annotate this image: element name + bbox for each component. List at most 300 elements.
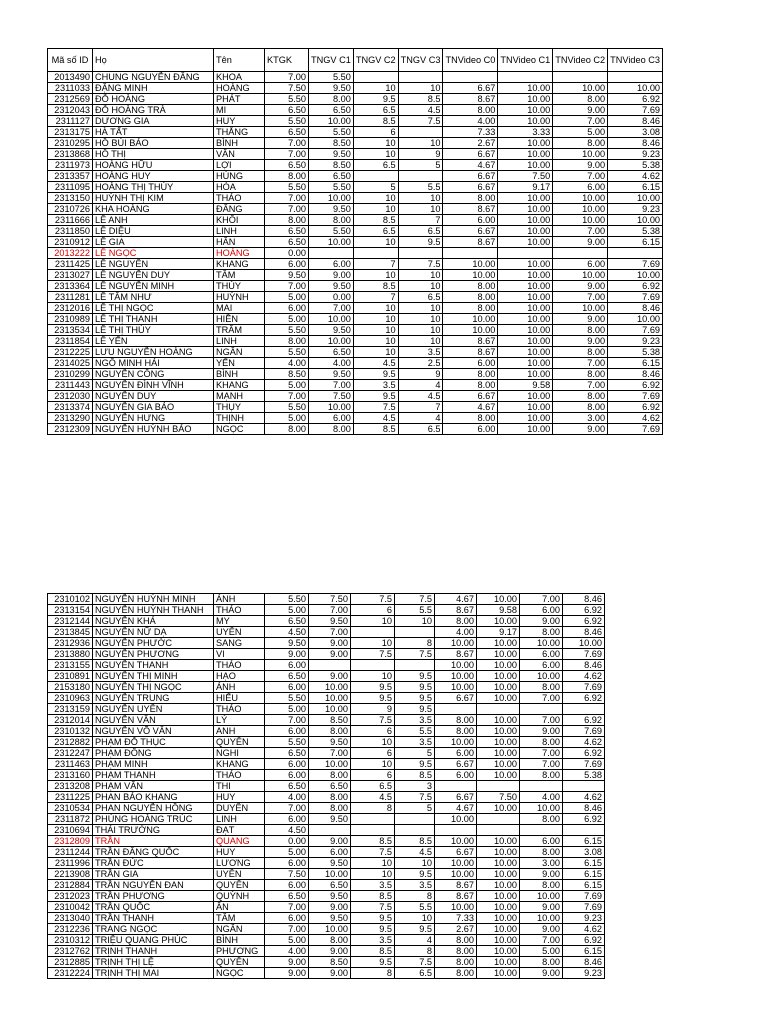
cell-ten: MAI	[214, 303, 265, 314]
table-row	[48, 737, 605, 748]
cell-ten: LƯƠNG	[214, 858, 265, 869]
cell-tnvideo-c2: 9.00	[520, 968, 563, 979]
cell-tnvideo-c3: 6.15	[608, 358, 663, 369]
cell-id: 2311244	[48, 847, 93, 858]
table-row	[48, 402, 663, 413]
cell-tnvideo-c2: 9.00	[520, 616, 563, 627]
cell-ktgk: 5.00	[265, 605, 309, 616]
cell-tngv-c3: 5.5	[395, 605, 435, 616]
cell-tngv-c1: 10.00	[309, 759, 351, 770]
cell-tngv-c3	[395, 825, 435, 836]
cell-tngv-c2: 10	[353, 270, 398, 281]
cell-id: 2310102	[48, 594, 93, 605]
cell-tnvideo-c3: 8.46	[608, 116, 663, 127]
cell-tngv-c1: 10.00	[309, 704, 351, 715]
cell-id: 2313290	[48, 413, 93, 424]
cell-ktgk: 9.00	[265, 968, 309, 979]
cell-tnvideo-c1: 10.00	[498, 204, 553, 215]
cell-tngv-c2: 6.5	[353, 160, 398, 171]
cell-ho: TRỊNH THỊ LỆ	[93, 957, 214, 968]
cell-tngv-c3: 10	[395, 913, 435, 924]
table-row	[48, 616, 605, 627]
cell-ten: HUY	[214, 792, 265, 803]
cell-ktgk: 5.50	[265, 182, 309, 193]
cell-tnvideo-c2: 5.00	[520, 946, 563, 957]
cell-tngv-c1: 6.50	[309, 347, 354, 358]
cell-ktgk: 8.00	[265, 215, 309, 226]
cell-tnvideo-c1: 10.00	[498, 314, 553, 325]
cell-ten: KHANG	[214, 759, 265, 770]
cell-tngv-c3: 9.5	[395, 671, 435, 682]
cell-tnvideo-c0: 4.00	[435, 627, 477, 638]
cell-tnvideo-c2: 9.00	[553, 424, 608, 435]
cell-ktgk: 6.00	[265, 880, 309, 891]
cell-tnvideo-c3: 9.23	[608, 336, 663, 347]
cell-tnvideo-c1: 10.00	[498, 116, 553, 127]
cell-tnvideo-c2: 7.00	[520, 693, 563, 704]
cell-tngv-c1: 10.00	[309, 237, 354, 248]
cell-id: 2313845	[48, 627, 93, 638]
cell-tnvideo-c0: 10.00	[435, 814, 477, 825]
cell-tngv-c2: 10	[351, 616, 395, 627]
cell-id: 2312247	[48, 748, 93, 759]
cell-ten: ÂN	[214, 902, 265, 913]
cell-tngv-c2: 10	[351, 759, 395, 770]
cell-tngv-c2: 5	[353, 182, 398, 193]
cell-tnvideo-c1: 10.00	[477, 902, 520, 913]
cell-id: 2310726	[48, 204, 93, 215]
cell-ten: NGỌC	[214, 424, 265, 435]
cell-tnvideo-c1: 10.00	[477, 957, 520, 968]
cell-tnvideo-c1	[477, 814, 520, 825]
cell-tnvideo-c2: 8.00	[553, 325, 608, 336]
cell-tngv-c2: 7.5	[353, 402, 398, 413]
cell-ten: LÝ	[214, 715, 265, 726]
cell-ten: TÂM	[214, 270, 265, 281]
cell-tnvideo-c2: 8.00	[520, 957, 563, 968]
cell-ho: CHUNG NGUYỄN ĐĂNG	[93, 72, 214, 83]
cell-tngv-c2: 4.5	[353, 413, 398, 424]
cell-tnvideo-c0: 8.00	[435, 726, 477, 737]
grade-table-top	[47, 48, 663, 435]
cell-tngv-c1: 10.00	[309, 336, 354, 347]
cell-tnvideo-c0: 6.67	[443, 391, 498, 402]
cell-ktgk: 5.50	[265, 693, 309, 704]
cell-id: 2013490	[48, 72, 93, 83]
table-row	[48, 303, 663, 314]
cell-tnvideo-c2: 8.00	[520, 627, 563, 638]
cell-ho: NGUYỄN CÔNG	[93, 369, 214, 380]
col-header-id: Mã số ID	[48, 49, 93, 72]
cell-tngv-c2	[351, 660, 395, 671]
cell-tnvideo-c1: 10.00	[477, 836, 520, 847]
cell-tngv-c2: 6.5	[351, 781, 395, 792]
table-row	[48, 748, 605, 759]
cell-tnvideo-c0: 4.67	[443, 402, 498, 413]
cell-ten: THỊNH	[214, 413, 265, 424]
cell-tnvideo-c0: 8.67	[443, 347, 498, 358]
cell-tnvideo-c0: 4.00	[443, 116, 498, 127]
cell-tnvideo-c3: 6.15	[563, 836, 605, 847]
cell-tnvideo-c0: 6.67	[435, 792, 477, 803]
cell-tngv-c1: 8.50	[309, 138, 354, 149]
cell-ten: PHÁT	[214, 94, 265, 105]
cell-tnvideo-c3: 6.92	[563, 814, 605, 825]
cell-tnvideo-c1: 10.00	[498, 83, 553, 94]
cell-id: 2311281	[48, 292, 93, 303]
cell-tngv-c2: 10	[353, 303, 398, 314]
cell-ho: LÊ TÂM NHƯ	[93, 292, 214, 303]
table-row	[48, 704, 605, 715]
cell-ktgk: 6.00	[265, 682, 309, 693]
cell-tnvideo-c3: 6.15	[563, 858, 605, 869]
cell-ten: THẮNG	[214, 127, 265, 138]
cell-tnvideo-c0: 2.67	[435, 924, 477, 935]
cell-ho: TRẦN ĐỨC	[93, 858, 214, 869]
cell-tnvideo-c0: 4.67	[435, 803, 477, 814]
cell-tngv-c2: 6.5	[353, 105, 398, 116]
cell-tnvideo-c3: 4.62	[608, 413, 663, 424]
cell-ten: HOÀNG	[214, 83, 265, 94]
cell-tngv-c3: 6.5	[395, 968, 435, 979]
cell-tnvideo-c2: 7.00	[553, 171, 608, 182]
cell-tnvideo-c0: 10.00	[435, 902, 477, 913]
cell-tnvideo-c0: 8.67	[443, 94, 498, 105]
cell-tngv-c2: 8.5	[351, 836, 395, 847]
cell-ho: NGUYỄN VĂN	[93, 715, 214, 726]
cell-tngv-c3: 5.5	[398, 182, 443, 193]
cell-tnvideo-c2: 6.00	[553, 259, 608, 270]
cell-ktgk: 7.00	[265, 715, 309, 726]
cell-tnvideo-c0: 8.00	[435, 957, 477, 968]
table-row	[48, 649, 605, 660]
cell-ten: THÙY	[214, 281, 265, 292]
cell-tngv-c3: 2.5	[398, 358, 443, 369]
col-header-tngv-c2: TNGV C2	[353, 49, 398, 72]
cell-id: 2310963	[48, 693, 93, 704]
cell-ho: LÊ NGUYỄN DUY	[93, 270, 214, 281]
cell-tnvideo-c1: 10.00	[477, 693, 520, 704]
cell-ktgk: 6.00	[265, 303, 309, 314]
cell-id: 2311425	[48, 259, 93, 270]
table-row	[48, 594, 605, 605]
cell-tnvideo-c0: 8.00	[443, 281, 498, 292]
cell-tnvideo-c1: 10.00	[477, 924, 520, 935]
cell-tngv-c1: 8.00	[309, 935, 351, 946]
cell-tngv-c1: 10.00	[309, 682, 351, 693]
col-header-tngv-c1: TNGV C1	[309, 49, 354, 72]
cell-tnvideo-c1: 10.00	[477, 847, 520, 858]
cell-tnvideo-c2	[553, 248, 608, 259]
cell-tngv-c1: 8.50	[309, 160, 354, 171]
cell-ten: THẢO	[214, 704, 265, 715]
table-row	[48, 836, 605, 847]
cell-tngv-c1: 7.00	[309, 303, 354, 314]
col-header-tnvideo-c2: TNVideo C2	[553, 49, 608, 72]
cell-tngv-c1: 9.50	[309, 83, 354, 94]
cell-tnvideo-c2: 6.00	[520, 605, 563, 616]
cell-tnvideo-c0: 10.00	[435, 682, 477, 693]
cell-ho: NGUYỄN ĐÌNH VĨNH	[93, 380, 214, 391]
cell-ho: ĐẶNG MINH	[93, 83, 214, 94]
cell-ten: MI	[214, 105, 265, 116]
cell-tnvideo-c0: 6.67	[443, 226, 498, 237]
cell-tnvideo-c2: 7.00	[553, 292, 608, 303]
table-row	[48, 171, 663, 182]
cell-id: 2312023	[48, 891, 93, 902]
cell-ten: UYÊN	[214, 627, 265, 638]
cell-ten: THẢO	[214, 660, 265, 671]
cell-id: 2312885	[48, 957, 93, 968]
cell-tngv-c2: 4.5	[353, 358, 398, 369]
cell-tngv-c3: 10	[398, 138, 443, 149]
cell-ten: ANH	[214, 726, 265, 737]
cell-tnvideo-c3: 7.69	[563, 726, 605, 737]
table-row	[48, 138, 663, 149]
cell-tnvideo-c2: 6.00	[520, 836, 563, 847]
cell-id: 2311973	[48, 160, 93, 171]
cell-tnvideo-c1: 10.00	[477, 715, 520, 726]
cell-tnvideo-c2: 9.00	[553, 237, 608, 248]
cell-ten: SANG	[214, 638, 265, 649]
cell-ho: LÊ THỊ NGỌC	[93, 303, 214, 314]
cell-ten: LINH	[214, 226, 265, 237]
cell-tngv-c1	[309, 660, 351, 671]
cell-ten: UYÊN	[214, 869, 265, 880]
cell-tngv-c1: 10.00	[309, 924, 351, 935]
cell-ktgk: 5.50	[265, 347, 309, 358]
table-row	[48, 182, 663, 193]
cell-ho: LÊ NGỌC	[93, 248, 214, 259]
cell-tnvideo-c1: 10.00	[498, 138, 553, 149]
cell-tngv-c1: 6.00	[309, 259, 354, 270]
cell-id: 2312882	[48, 737, 93, 748]
cell-tnvideo-c2: 8.00	[553, 94, 608, 105]
cell-ktgk: 5.50	[265, 325, 309, 336]
cell-id: 2312030	[48, 391, 93, 402]
cell-tngv-c2: 9.5	[351, 693, 395, 704]
cell-tngv-c2: 8	[351, 968, 395, 979]
cell-ten: BÌNH	[214, 138, 265, 149]
cell-tngv-c2	[351, 825, 395, 836]
table-row	[48, 759, 605, 770]
cell-tnvideo-c3: 6.92	[608, 94, 663, 105]
cell-id: 2013222	[48, 248, 93, 259]
cell-tnvideo-c1: 10.00	[477, 660, 520, 671]
cell-tngv-c2: 6	[351, 726, 395, 737]
cell-tnvideo-c2: 8.00	[553, 391, 608, 402]
header-row	[48, 49, 663, 72]
cell-tngv-c2	[351, 627, 395, 638]
cell-id: 2311850	[48, 226, 93, 237]
cell-ten: DUYÊN	[214, 803, 265, 814]
cell-tnvideo-c1: 10.00	[498, 281, 553, 292]
table-row	[48, 671, 605, 682]
cell-tnvideo-c3: 7.69	[563, 649, 605, 660]
cell-ho: PHẠM MINH	[93, 759, 214, 770]
cell-tngv-c1: 5.50	[309, 182, 354, 193]
cell-tnvideo-c0: 2.67	[443, 138, 498, 149]
cell-tngv-c3: 8	[395, 638, 435, 649]
cell-tngv-c1: 9.50	[309, 616, 351, 627]
cell-tnvideo-c1: 10.00	[477, 968, 520, 979]
cell-id: 2313364	[48, 281, 93, 292]
cell-tngv-c2: 6	[351, 748, 395, 759]
cell-tnvideo-c2: 8.00	[553, 138, 608, 149]
cell-tngv-c2: 9.5	[351, 957, 395, 968]
table-row	[48, 292, 663, 303]
cell-id: 2313159	[48, 704, 93, 715]
cell-tnvideo-c1: 10.00	[477, 737, 520, 748]
table-row	[48, 281, 663, 292]
cell-tngv-c1: 9.50	[309, 913, 351, 924]
cell-tngv-c1: 10.00	[309, 869, 351, 880]
cell-ktgk: 5.50	[265, 402, 309, 413]
col-header-ho: Họ	[93, 49, 214, 72]
cell-ten: ĐẠT	[214, 825, 265, 836]
cell-ktgk: 7.50	[265, 83, 309, 94]
cell-ktgk: 6.00	[265, 660, 309, 671]
cell-ho: HUỲNH THỊ KIM	[93, 193, 214, 204]
cell-tnvideo-c1: 10.00	[477, 946, 520, 957]
cell-ho: ĐỖ HOÀNG	[93, 94, 214, 105]
cell-tnvideo-c0: 10.00	[435, 836, 477, 847]
cell-tnvideo-c1: 10.00	[498, 391, 553, 402]
cell-tnvideo-c0: 8.67	[435, 880, 477, 891]
cell-id: 2311033	[48, 83, 93, 94]
cell-tngv-c2: 9.5	[353, 94, 398, 105]
cell-ho: NGUYỄN GIA BẢO	[93, 402, 214, 413]
cell-ten: NGÂN	[214, 924, 265, 935]
cell-tngv-c1: 6.00	[309, 413, 354, 424]
cell-id: 2311996	[48, 858, 93, 869]
cell-tnvideo-c2: 7.00	[553, 380, 608, 391]
cell-ktgk: 7.00	[265, 924, 309, 935]
cell-tngv-c3: 10	[398, 314, 443, 325]
cell-tngv-c3: 7.5	[395, 649, 435, 660]
cell-ktgk: 6.50	[265, 105, 309, 116]
cell-tngv-c3: 10	[398, 303, 443, 314]
cell-tnvideo-c1: 10.00	[477, 748, 520, 759]
cell-ten: MẠNH	[214, 391, 265, 402]
table-row	[48, 94, 663, 105]
cell-ktgk: 6.50	[265, 781, 309, 792]
cell-tngv-c2: 10	[351, 737, 395, 748]
cell-tnvideo-c3: 4.62	[608, 171, 663, 182]
cell-id: 2310299	[48, 369, 93, 380]
cell-tnvideo-c3: 4.62	[563, 671, 605, 682]
cell-tngv-c1	[309, 248, 354, 259]
cell-tngv-c2: 6.5	[353, 226, 398, 237]
cell-tngv-c3: 8.5	[398, 94, 443, 105]
cell-ten: MY	[214, 616, 265, 627]
cell-tnvideo-c1: 10.00	[498, 160, 553, 171]
cell-tngv-c3: 5	[395, 803, 435, 814]
cell-tnvideo-c3: 8.46	[608, 138, 663, 149]
cell-ho: TRẦN ĐĂNG QUỐC	[93, 847, 214, 858]
cell-tngv-c2: 8.5	[353, 424, 398, 435]
cell-tngv-c2: 9.5	[353, 369, 398, 380]
cell-id: 2312762	[48, 946, 93, 957]
col-header-tngv-c3: TNGV C3	[398, 49, 443, 72]
table-row	[48, 193, 663, 204]
cell-ktgk: 6.00	[265, 858, 309, 869]
cell-tnvideo-c1: 10.00	[498, 149, 553, 160]
cell-tngv-c3: 7	[398, 215, 443, 226]
cell-tngv-c3: 9.5	[395, 924, 435, 935]
cell-tnvideo-c1: 10.00	[498, 325, 553, 336]
cell-ktgk: 4.50	[265, 627, 309, 638]
cell-id: 2311443	[48, 380, 93, 391]
cell-tnvideo-c2: 4.00	[520, 792, 563, 803]
table-row	[48, 858, 605, 869]
cell-ten: THẢO	[214, 770, 265, 781]
cell-tnvideo-c3: 6.92	[608, 380, 663, 391]
cell-tngv-c3: 10	[398, 204, 443, 215]
cell-tngv-c1: 8.00	[309, 726, 351, 737]
cell-ktgk: 7.00	[265, 902, 309, 913]
cell-tngv-c2: 8.5	[351, 946, 395, 957]
cell-tnvideo-c1: 10.00	[498, 402, 553, 413]
cell-tngv-c3: 6.5	[398, 226, 443, 237]
table-row	[48, 72, 663, 83]
cell-tnvideo-c0: 7.33	[435, 913, 477, 924]
cell-tnvideo-c1	[477, 825, 520, 836]
cell-tngv-c3: 4.5	[398, 105, 443, 116]
cell-tnvideo-c3	[563, 825, 605, 836]
cell-tngv-c1: 10.00	[309, 116, 354, 127]
cell-tngv-c3: 7.5	[395, 957, 435, 968]
cell-tnvideo-c3	[563, 704, 605, 715]
cell-ktgk: 6.50	[265, 237, 309, 248]
cell-ho: NGUYỄN PHƯỚC	[93, 638, 214, 649]
cell-tnvideo-c2: 10.00	[520, 913, 563, 924]
cell-tnvideo-c3: 7.69	[608, 259, 663, 270]
cell-ktgk: 5.50	[265, 94, 309, 105]
cell-tnvideo-c3: 4.62	[563, 737, 605, 748]
cell-tnvideo-c3: 7.69	[608, 424, 663, 435]
cell-tnvideo-c1: 9.58	[498, 380, 553, 391]
cell-tngv-c2: 7.5	[351, 715, 395, 726]
cell-tngv-c3: 10	[395, 616, 435, 627]
cell-tngv-c1: 5.50	[309, 72, 354, 83]
cell-id: 2213908	[48, 869, 93, 880]
cell-tngv-c3: 9.5	[395, 759, 435, 770]
cell-ho: LÊ GIA	[93, 237, 214, 248]
cell-ho: THÁI TRƯỜNG	[93, 825, 214, 836]
cell-ktgk: 9.00	[265, 957, 309, 968]
table-row	[48, 358, 663, 369]
cell-tnvideo-c3: 7.69	[563, 759, 605, 770]
cell-id: 2313175	[48, 127, 93, 138]
cell-tngv-c2: 10	[351, 858, 395, 869]
cell-tnvideo-c1: 10.00	[477, 726, 520, 737]
cell-tnvideo-c2: 10.00	[520, 671, 563, 682]
table-row	[48, 226, 663, 237]
cell-ho: TRẦN GIA	[93, 869, 214, 880]
cell-tnvideo-c0	[435, 825, 477, 836]
cell-ktgk: 6.50	[265, 671, 309, 682]
cell-tnvideo-c0: 8.00	[443, 380, 498, 391]
cell-ho: TRỊNH THANH	[93, 946, 214, 957]
col-header-tnvideo-c3: TNVideo C3	[608, 49, 663, 72]
cell-tnvideo-c0: 6.67	[435, 693, 477, 704]
cell-tngv-c2: 10	[351, 638, 395, 649]
cell-tnvideo-c2: 7.00	[553, 226, 608, 237]
cell-tngv-c1: 9.50	[309, 891, 351, 902]
cell-tngv-c3: 3.5	[395, 880, 435, 891]
table-row	[48, 913, 605, 924]
